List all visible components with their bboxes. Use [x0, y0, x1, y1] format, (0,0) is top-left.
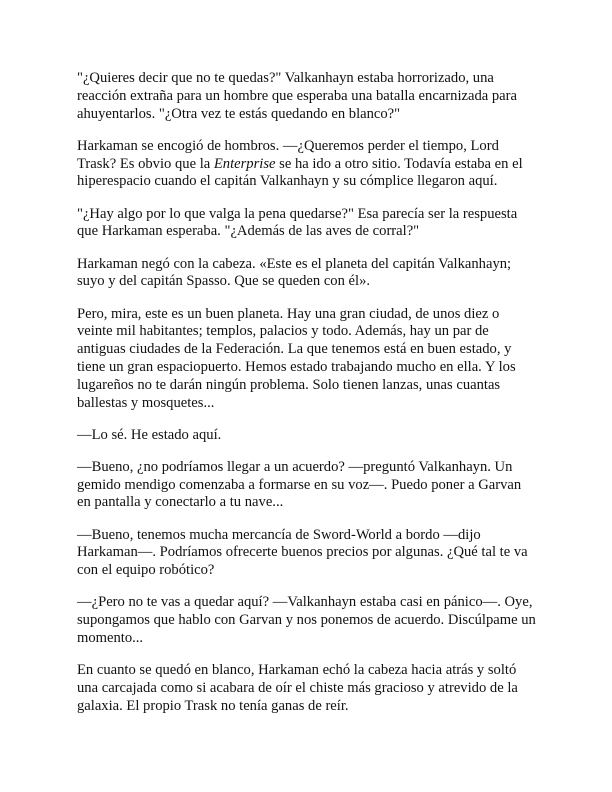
paragraph-2 [77, 138, 537, 191]
paragraph-10-text: En cuanto se quedó en blanco, Harkaman echó la cabeza hacia atrás y soltó una carcajada como si acabara de oír el chiste más gracioso y atrevido de la galaxia. El propio Trask no tenía ganas de reír. [77, 662, 518, 714]
paragraph-4-text: Harkaman negó con la cabeza. «Este es el planeta del capitán Valkanhayn; suyo y del capitán Spasso. Que se queden con él». [77, 255, 512, 290]
paragraph-3-text: "¿Hay algo por lo que valga la pena quedarse?" Esa parecía ser la respuesta que Harkaman esperaba. "¿Además de las aves de corral?" [77, 205, 518, 240]
paragraph-7 [77, 459, 537, 512]
paragraph-1-text: "¿Quieres decir que no te quedas?" Valkanhayn estaba horrorizado, una reacción extraña para un hombre que esperaba una batalla encarnizada para ahuyentarlos. "¿Otra vez te estás quedando en blanco?" [77, 70, 517, 122]
paragraph-8 [77, 527, 537, 580]
paragraph-8-text: —Bueno, tenemos mucha mercancía de Sword-World a bordo —dijo Harkaman—. Podríamos ofrecerte buenos precios por algunas. ¿Qué tal te va con el equipo robótico? [77, 526, 528, 579]
paragraph-7-text: —Bueno, ¿no podríamos llegar a un acuerdo? —preguntó Valkanhayn. Un gemido mendigo comenzaba a formarse en su voz—. Puedo poner a Garvan en pantalla y conectarlo a tu nave... [77, 458, 522, 511]
paragraph-4 [77, 256, 537, 292]
paragraph-6-text: —Lo sé. He estado aquí. [77, 426, 222, 443]
paragraph-6 [77, 427, 537, 445]
document-page [77, 70, 537, 730]
paragraph-5 [77, 306, 537, 413]
paragraph-1 [77, 70, 537, 123]
paragraph-9-text: —¿Pero no te vas a quedar aquí? —Valkanhayn estaba casi en pánico—. Oye, supongamos que hablo con Garvan y nos ponemos de acuerdo. Discúlpame un momento... [77, 594, 536, 647]
paragraph-2-text-b: se ha ido a otro sitio. Todavía estaba en el hiperespacio cuando el capitán Valkanhayn y su cómplice llegaron aquí. [77, 155, 523, 190]
paragraph-10 [77, 662, 537, 715]
paragraph-2-text-a: Harkaman se encogió de hombros. —¿Queremos perder el tiempo, Lord Trask? Es obvio que la [77, 137, 499, 172]
paragraph-3 [77, 206, 537, 242]
paragraph-5-text: Pero, mira, este es un buen planeta. Hay una gran ciudad, de unos diez o veinte mil habitantes; templos, palacios y todo. Además, hay un par de antiguas ciudades de la Federación. La que tenemos está en buen estado, y tiene un gran espaciopuerto. Hemos estado trabajando mucho en ella. Y los lugareños no te darán ningún problema. Solo tienen lanzas, unas cuantas ballestas y mosquetes... [77, 305, 516, 411]
paragraph-9 [77, 594, 537, 647]
ship-name-italic: Enterprise [213, 155, 276, 172]
